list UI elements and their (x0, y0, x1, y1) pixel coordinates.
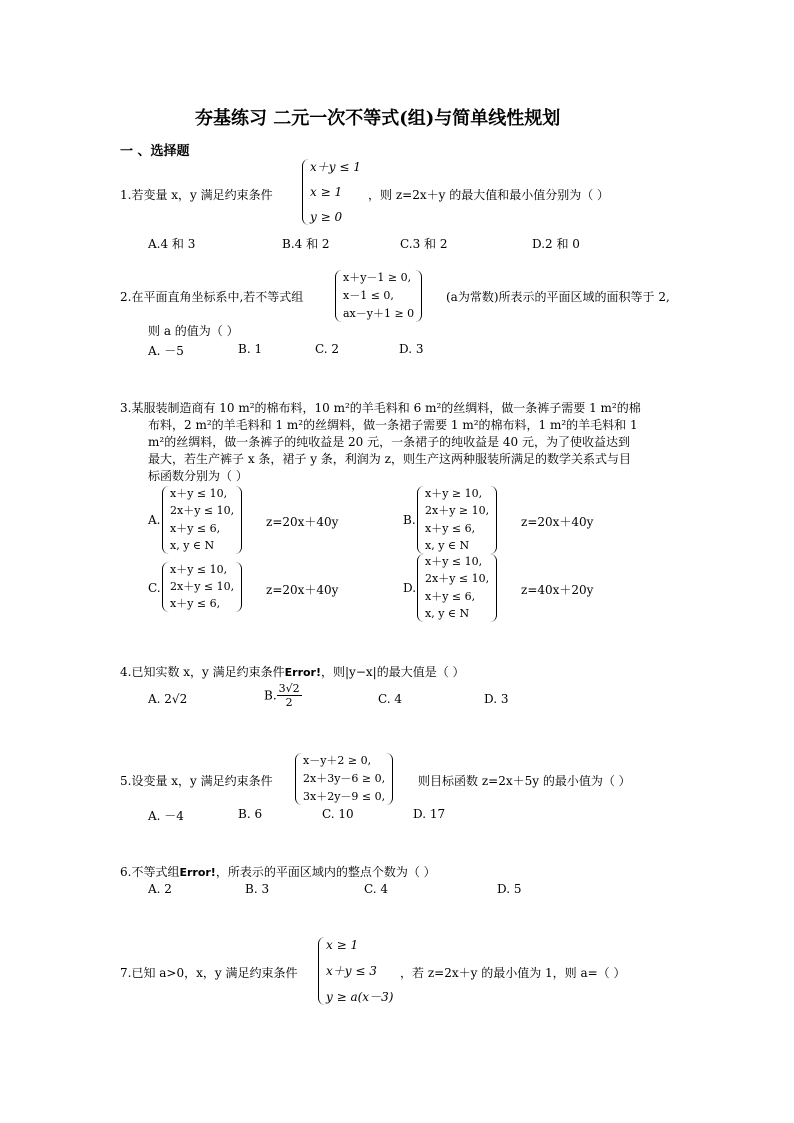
q5-option-a[interactable]: A. －4 (148, 809, 184, 823)
q3-stem-line-3: m²的丝绸料，做一条裤子的纯收益是 20 元，一条裙子的纯收益是 40 元，为了使收益达到 (148, 435, 630, 449)
q1-constraint-1: x＋y ≤ 1 (310, 160, 361, 174)
q6-error-field: Error! (179, 866, 216, 879)
q7-left-brace (318, 937, 325, 1005)
section-heading: 一 、选择题 (120, 144, 190, 159)
q5-option-b[interactable]: B. 6 (238, 807, 263, 821)
q1-constraint-system (302, 159, 362, 225)
q3-a-constraint-2: 2x＋y ≤ 10, (170, 504, 235, 518)
q3-a-right-brace (235, 486, 242, 554)
q4-option-d[interactable]: D. 3 (484, 692, 509, 706)
q3-b-left-brace (417, 486, 424, 554)
q3-c-right-brace (235, 562, 242, 612)
page-title: 夯基练习 二元一次不等式(组)与简单线性规划 (195, 108, 561, 129)
q3-a-constraint-1: x＋y ≤ 10, (170, 487, 228, 500)
q3-stem-line-4: 最大，若生产裤子 x 条，裙子 y 条，利润为 z，则生产这两种服装所满足的数学关系式与目 (148, 452, 631, 466)
q5-right-brace (386, 753, 393, 805)
q2-option-a[interactable]: A. －5 (148, 344, 184, 358)
q5-constraint-system (295, 753, 393, 805)
q2-constraint-1: x＋y－1 ≥ 0, (343, 271, 412, 284)
q1-option-b[interactable]: B.4 和 2 (282, 237, 330, 251)
q3-stem-line-5: 标函数分别为（ ） (148, 469, 248, 483)
q6-option-b[interactable]: B. 3 (245, 882, 270, 896)
q3-d-constraint-4: x, y ∈ N (425, 606, 470, 620)
q4-stem (120, 663, 465, 680)
q6-stem-before: 6.不等式组 (120, 865, 180, 879)
q3-c-left-brace (162, 562, 169, 612)
q1-option-d[interactable]: D.2 和 0 (532, 237, 580, 251)
q4-option-a[interactable]: A. 2√2 (148, 692, 188, 706)
q2-left-brace (335, 270, 342, 322)
q2-option-b[interactable]: B. 1 (238, 342, 263, 356)
q2-option-c[interactable]: C. 2 (315, 342, 340, 356)
q4-option-b-fraction (277, 682, 302, 709)
q5-option-d[interactable]: D. 17 (413, 807, 446, 821)
q5-constraint-2: 2x＋3y－6 ≥ 0, (303, 772, 386, 785)
q1-constraint-3: y ≥ 0 (310, 210, 343, 224)
q2-stem-after: (a为常数)所表示的平面区域的面积等于 2, (446, 290, 670, 304)
q3-option-d-system (417, 554, 497, 622)
q7-stem-before: 7.已知 a>0，x，y 满足约束条件 (120, 966, 298, 980)
q3-option-b-objective: z=20x＋40y (521, 515, 594, 529)
q2-constraint-2: x－1 ≤ 0, (343, 289, 394, 302)
q3-d-right-brace (490, 554, 497, 622)
q4-option-b-label: B. (264, 688, 277, 703)
q3-option-b-system (417, 486, 497, 554)
q4-option-b[interactable] (264, 682, 302, 709)
q5-constraint-3: 3x＋2y－9 ≤ 0, (303, 790, 386, 803)
q1-option-c[interactable]: C.3 和 2 (400, 237, 448, 251)
q3-c-constraint-1: x＋y ≤ 10, (170, 563, 228, 576)
q3-a-left-brace (162, 486, 169, 554)
q7-constraint-3: y ≥ a(x－3) (326, 990, 394, 1004)
q3-option-a-label[interactable]: A. (148, 513, 161, 527)
q4-stem-after: ，则|y−x|的最大值是（ ） (321, 665, 465, 679)
q4-option-c[interactable]: C. 4 (378, 692, 403, 706)
q1-stem-after: ，则 z=2x＋y 的最大值和最小值分别为（ ） (368, 188, 610, 202)
q3-b-constraint-1: x＋y ≥ 10, (425, 487, 483, 500)
q3-a-constraint-4: x, y ∈ N (170, 538, 215, 552)
q1-left-brace (302, 159, 309, 225)
q6-option-c[interactable]: C. 4 (364, 882, 389, 896)
q6-option-a[interactable]: A. 2 (148, 882, 172, 896)
q7-constraint-2: x＋y ≤ 3 (326, 964, 377, 978)
q3-c-constraint-3: x＋y ≤ 6, (170, 597, 221, 610)
q5-stem-before: 5.设变量 x，y 满足约束条件 (120, 774, 273, 788)
q5-stem-after: 则目标函数 z=2x＋5y 的最小值为（ ） (418, 774, 631, 788)
q3-b-right-brace (490, 486, 497, 554)
q3-option-c-system (162, 562, 242, 612)
q3-d-constraint-3: x＋y ≤ 6, (425, 589, 476, 603)
q4-stem-before: 4.已知实数 x，y 满足约束条件 (120, 665, 285, 679)
q3-option-a-objective: z=20x＋40y (266, 515, 339, 529)
q3-option-c-objective: z=20x＋40y (266, 583, 339, 597)
q2-constraint-system (335, 270, 422, 322)
q5-left-brace (295, 753, 302, 805)
q3-b-constraint-2: 2x＋y ≥ 10, (425, 504, 490, 518)
q4-option-b-numerator: 3√2 (278, 682, 300, 695)
q3-c-constraint-2: 2x＋y ≤ 10, (170, 580, 235, 593)
q4-option-b-denominator: 2 (285, 696, 293, 709)
q7-stem-after: ，若 z=2x＋y 的最小值为 1，则 a=（ ） (400, 966, 626, 980)
q2-right-brace (415, 270, 422, 322)
q2-stem-before: 2.在平面直角坐标系中,若不等式组 (120, 290, 304, 304)
q3-option-a-system (162, 486, 242, 554)
q2-constraint-3: ax－y＋1 ≥ 0 (343, 307, 415, 320)
q3-option-d-label[interactable]: D. (403, 581, 417, 595)
q1-stem-before: 1.若变量 x，y 满足约束条件 (120, 188, 273, 202)
q2-stem-line2: 则 a 的值为（ ） (148, 324, 239, 338)
q6-stem-after: ，所表示的平面区域内的整点个数为（ ） (215, 865, 436, 879)
q7-constraint-system (318, 937, 394, 1005)
q3-d-constraint-2: 2x＋y ≤ 10, (425, 572, 490, 586)
q3-d-constraint-1: x＋y ≤ 10, (425, 555, 483, 568)
q1-option-a[interactable]: A.4 和 3 (148, 237, 196, 251)
q2-option-d[interactable]: D. 3 (399, 342, 424, 356)
q5-option-c[interactable]: C. 10 (322, 807, 354, 821)
q3-b-constraint-3: x＋y ≤ 6, (425, 521, 476, 535)
q3-option-c-label[interactable]: C. (148, 581, 161, 595)
q7-constraint-1: x ≥ 1 (326, 938, 359, 952)
q3-option-b-label[interactable]: B. (403, 513, 416, 527)
q3-b-constraint-4: x, y ∈ N (425, 538, 470, 552)
q3-a-constraint-3: x＋y ≤ 6, (170, 521, 221, 535)
q3-option-d-objective: z=40x＋20y (521, 583, 594, 597)
q3-stem-line-2: 布料，2 m²的羊毛料和 1 m²的丝绸料，做一条裙子需要 1 m²的棉布料，1 m²的羊毛料和 1 (148, 418, 638, 432)
q4-error-field: Error! (284, 666, 322, 679)
q6-option-d[interactable]: D. 5 (497, 882, 522, 896)
q3-d-left-brace (417, 554, 424, 622)
q6-stem (120, 863, 436, 880)
q5-constraint-1: x－y＋2 ≥ 0, (303, 754, 372, 767)
q3-stem-line-1: 3.某服装制造商有 10 m²的棉布料，10 m²的羊毛料和 6 m²的丝绸料，做一条裤子需要 1 m²的棉 (120, 401, 641, 415)
q1-constraint-2: x ≥ 1 (310, 185, 343, 199)
